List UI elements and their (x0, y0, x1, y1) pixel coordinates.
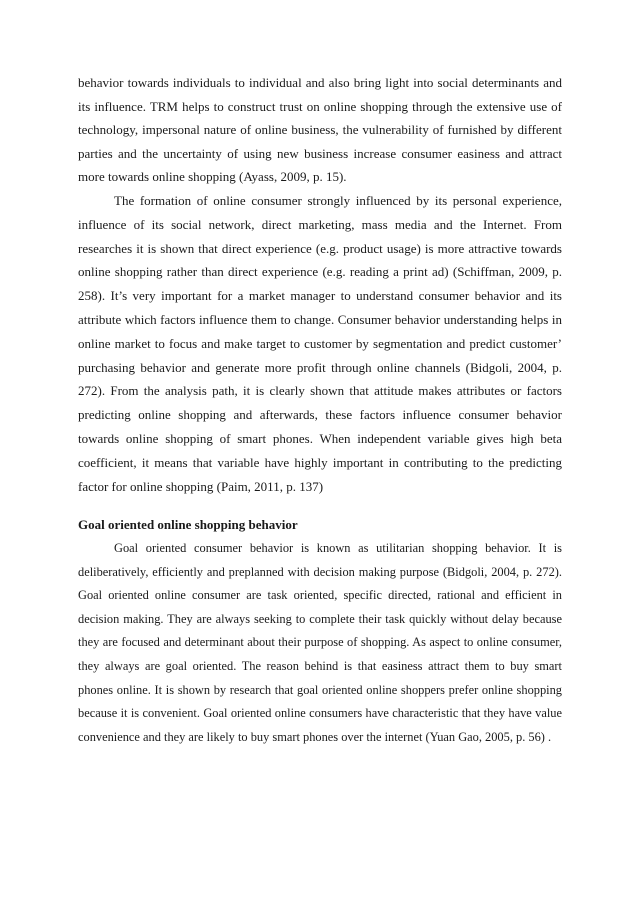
section-heading: Goal oriented online shopping behavior (78, 517, 298, 532)
paragraph-online-consumer-formation: The formation of online consumer strongly influenced by its personal experience, influence of its social network, direct marketing, mass media and the Internet. From researches it is shown that direct experience (e.g. product usage) is more attractive towards online shopping rather than direct experience (e.g. reading a print ad) (Schiffman, 2009, p. 258). It’s very important for a market manager to understand consumer behavior and its attribute which factors influence them to change. Consumer behavior understanding helps in online market to focus and make target to customer by segmentation and predict customer’ purchasing behavior and generate more profit through online channels (Bidgoli, 2004, p. 272). From the analysis path, it is clearly shown that attitude makes attributes or factors predicting online shopping and afterwards, these factors influence consumer behavior towards online shopping of smart phones. When independent variable gives high beta coefficient, it means that variable have highly important in contributing to the predicting factor for online shopping (Paim, 2011, p. 137) (78, 193, 562, 494)
paragraph-trm-trust: behavior towards individuals to individual and also bring light into social determinants and its influence. TRM helps to construct trust on online shopping through the extensive use of technology, impersonal nature of online business, the vulnerability of furnished by different parties and the uncertainty of using new business increase consumer easiness and attract more towards online shopping (Ayass, 2009, p. 15). (78, 75, 562, 185)
paragraph-goal-oriented: Goal oriented consumer behavior is known as utilitarian shopping behavior. It is deliberatively, efficiently and preplanned with decision making purpose (Bidgoli, 2004, p. 272). Goal oriented online consumer are task oriented, specific directed, rational and efficient in decision making. They are always seeking to complete their task quickly without delay because they are focused and determinant about their purpose of shopping. As aspect to online consumer, they always are goal oriented. The reason behind is that easiness attract them to buy smart phones online. It is shown by research that goal oriented online shoppers prefer online shopping because it is convenient. Goal oriented online consumers have characteristic that they have value convenience and they are likely to buy smart phones over the internet (Yuan Gao, 2005, p. 56) . (78, 541, 562, 744)
